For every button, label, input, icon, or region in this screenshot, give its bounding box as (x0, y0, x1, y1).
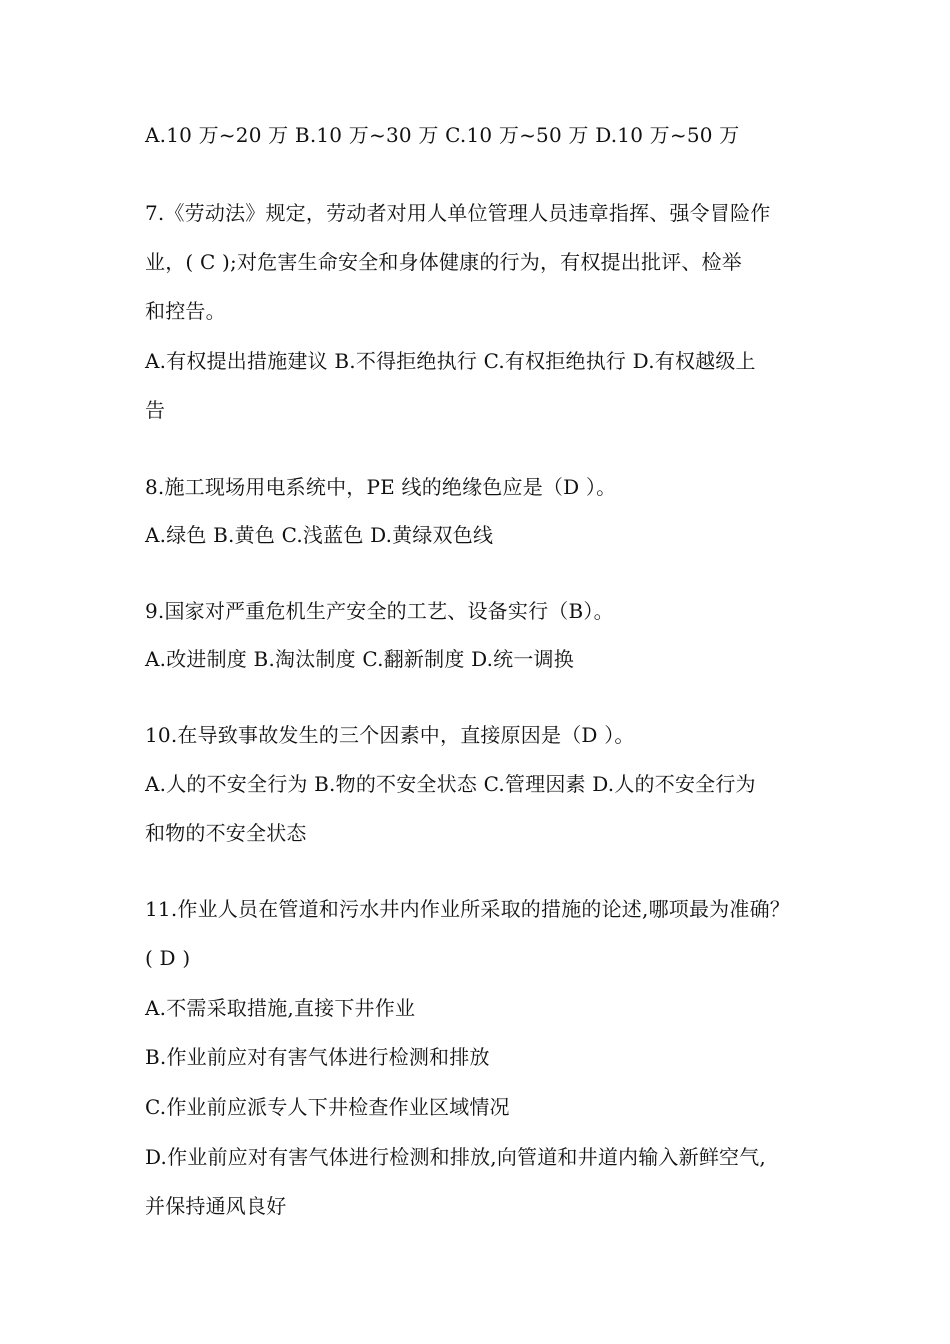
question-9-options: A.改进制度 B.淘汰制度 C.翻新制度 D.统一调换 (145, 647, 574, 671)
question-7-options-line-2: 告 (145, 398, 166, 422)
question-11-option-c: C.作业前应派专人下井检查作业区域情况 (145, 1095, 510, 1119)
question-7-stem-line-2: 业，( C );对危害生命安全和身体健康的行为，有权提出批评、检举 (145, 250, 742, 274)
question-6-options: A.10 万~20 万 B.10 万~30 万 C.10 万~50 万 D.10 万~50 万 (145, 123, 740, 147)
question-9-stem: 9.国家对严重危机生产安全的工艺、设备实行（B）。 (145, 599, 614, 623)
question-11-option-d-line-2: 并保持通风良好 (145, 1194, 287, 1218)
question-11-option-b: B.作业前应对有害气体进行检测和排放 (145, 1045, 490, 1069)
question-11-option-d-line-1: D.作业前应对有害气体进行检测和排放,向管道和井道内输入新鲜空气, (145, 1145, 766, 1169)
question-7-stem-line-3: 和控告。 (145, 299, 226, 323)
question-10-options-line-1: A.人的不安全行为 B.物的不安全状态 C.管理因素 D.人的不安全行为 (145, 772, 756, 796)
question-10-stem: 10.在导致事故发生的三个因素中，直接原因是（D ）。 (145, 723, 635, 747)
question-11-stem-line-2: ( D ) (145, 946, 191, 970)
question-8-stem: 8.施工现场用电系统中，PE 线的绝缘色应是（D ）。 (145, 475, 617, 499)
question-7-stem-line-1: 7.《劳动法》规定，劳动者对用人单位管理人员违章指挥、强令冒险作 (145, 201, 771, 225)
question-11-option-a: A.不需采取措施,直接下井作业 (145, 996, 416, 1020)
question-10-options-line-2: 和物的不安全状态 (145, 821, 307, 845)
question-7-options-line-1: A.有权提出措施建议 B.不得拒绝执行 C.有权拒绝执行 D.有权越级上 (145, 349, 756, 373)
question-11-stem-line-1: 11.作业人员在管道和污水井内作业所采取的措施的论述,哪项最为准确？ (145, 897, 790, 921)
question-8-options: A.绿色 B.黄色 C.浅蓝色 D.黄绿双色线 (145, 523, 494, 547)
